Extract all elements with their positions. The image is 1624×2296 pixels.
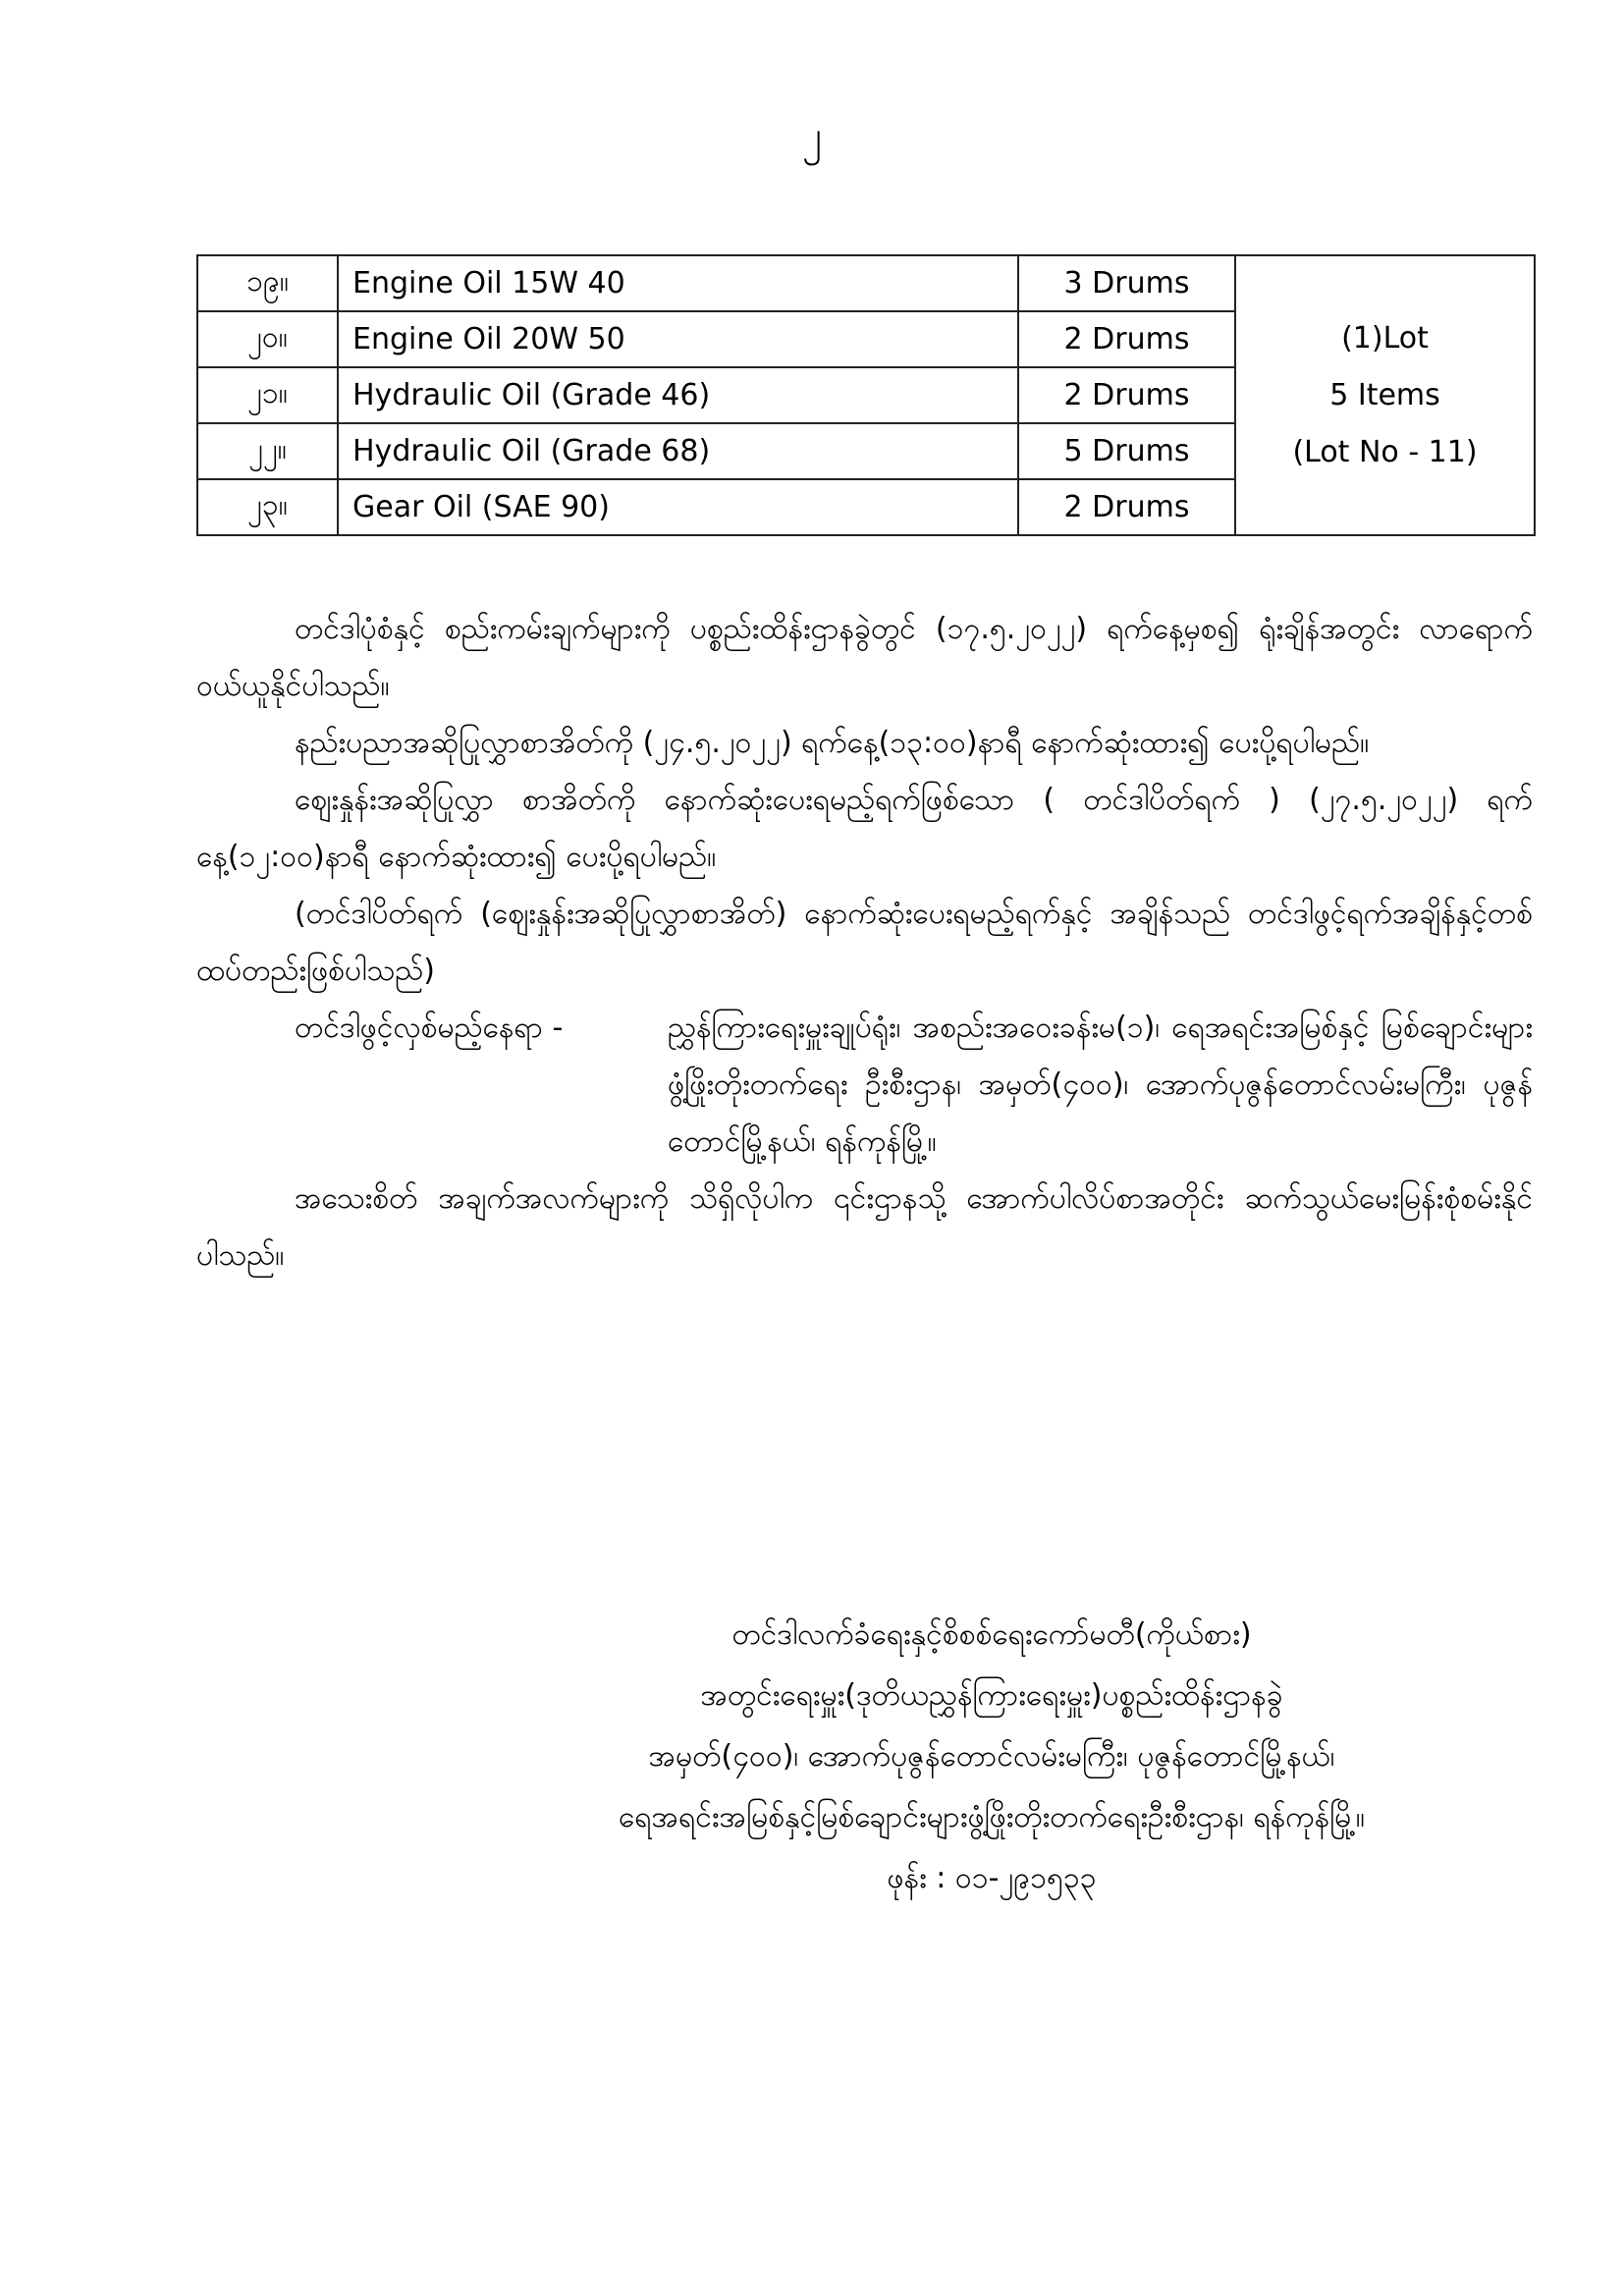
- item-quantity: 2 Drums: [1018, 479, 1235, 535]
- item-description: Hydraulic Oil (Grade 46): [338, 367, 1018, 423]
- item-quantity: 5 Drums: [1018, 423, 1235, 479]
- items-table: [196, 254, 1536, 536]
- signature-committee: တင်ဒါလက်ခံရေးနှင့်စိစစ်ရေးကော်မတီ(ကိုယ်စား): [731, 1617, 1252, 1652]
- technical-proposal-paragraph: နည်းပညာအဆိုပြုလွှာစာအိတ်ကို (၂၄.၅.၂၀၂၂) ရက်နေ့(၁၃:၀၀)နာရီ နောက်ဆုံးထား၍ ပေးပို့ရပါမည်။: [295, 726, 1370, 760]
- contact-paragraph: အသေးစိတ် အချက်အလက်များကို သိရှိလိုပါက ၎င်းဌာနသို့ အောက်ပါလိပ်စာအတိုင်း ဆက်သွယ်မေးမြန်းစုံစမ်းနိုင်ပါသည်။: [196, 1181, 1533, 1273]
- lot-number: (Lot No - 11): [1292, 434, 1478, 469]
- item-number: ၂၁။: [197, 367, 338, 423]
- signature-department: ရေအရင်းအမြစ်နှင့်မြစ်ချောင်းများဖွံ့ဖြိုးတိုးတက်ရေးဦးစီးဌာန၊ ရန်ကုန်မြို့။: [618, 1800, 1365, 1834]
- signature-address: အမှတ်(၄၀၀)၊ အောက်ပုဇွန်တောင်လမ်းမကြီး၊ ပုဇွန်တောင်မြို့နယ်၊: [648, 1739, 1335, 1774]
- item-description: Engine Oil 15W 40: [338, 255, 1018, 311]
- lot-cell: [1235, 255, 1535, 535]
- item-number: ၂၀။: [197, 311, 338, 367]
- item-number: ၂၂။: [197, 423, 338, 479]
- item-quantity: 2 Drums: [1018, 311, 1235, 367]
- signature-title: အတွင်းရေးမှူး(ဒုတိယညွှန်ကြားရေးမှူး)ပစ္စည်းထိန်းဌာနခွဲ: [700, 1678, 1283, 1713]
- notice-body: [196, 601, 1533, 1285]
- signature-phone: ဖုန်း : ၀၁-၂၉၁၅၃၃: [887, 1861, 1097, 1895]
- venue-address: ညွှန်ကြားရေးမှူးချုပ်ရုံး၊ အစည်းအဝေးခန်းမ(၁)၊ ရေအရင်းအမြစ်နှင့် မြစ်ချောင်းများ ဖွံ့ဖြိုးတိုးတက်ရေး ဦးစီးဌာန၊ အမှတ်(၄၀၀)၊ အောက်ပုဇွန်တောင်လမ်းမကြီး၊ ပုဇွန်တောင်မြို့နယ်၊ ရန်ကုန်မြို့။: [668, 1011, 1533, 1159]
- closing-time-note: (တင်ဒါပိတ်ရက် (ဈေးနှုန်းအဆိုပြုလွှာစာအိတ်) နောက်ဆုံးပေးရမည့်ရက်နှင့် အချိန်သည် တင်ဒါဖွင့်ရက်အချိန်နှင့်တစ်ထပ်တည်းဖြစ်ပါသည်): [196, 897, 1533, 988]
- table-row: [197, 255, 1535, 311]
- item-description: Gear Oil (SAE 90): [338, 479, 1018, 535]
- price-proposal-paragraph: ဈေးနှုန်းအဆိုပြုလွှာ စာအိတ်ကို နောက်ဆုံးပေးရမည့်ရက်ဖြစ်သော ( တင်ဒါပိတ်ရက် ) (၂၇.၅.၂၀၂၂) ရက်နေ့(၁၂:၀၀)နာရီ နောက်ဆုံးထား၍ ပေးပို့ရပါမည်။: [196, 783, 1533, 874]
- lot-items: 5 Items: [1329, 377, 1440, 412]
- sale-paragraph: တင်ဒါပုံစံနှင့် စည်းကမ်းချက်များကို ပစ္စည်းထိန်းဌာနခွဲတွင် (၁၇.၅.၂၀၂၂) ရက်နေ့မှစ၍ ရုံးချိန်အတွင်း လာရောက်ဝယ်ယူနိုင်ပါသည်။: [196, 612, 1533, 703]
- venue-row: [196, 1000, 1533, 1171]
- item-quantity: 2 Drums: [1018, 367, 1235, 423]
- venue-label: တင်ဒါဖွင့်လှစ်မည့်နေရာ -: [295, 1011, 564, 1045]
- item-description: Hydraulic Oil (Grade 68): [338, 423, 1018, 479]
- item-quantity: 3 Drums: [1018, 255, 1235, 311]
- item-number: ၂၃။: [197, 479, 338, 535]
- page-number: ၂: [802, 113, 822, 158]
- item-description: Engine Oil 20W 50: [338, 311, 1018, 367]
- item-number: ၁၉။: [197, 255, 338, 311]
- lot-count: (1)Lot: [1341, 320, 1429, 355]
- signature-block: [393, 1605, 1591, 1909]
